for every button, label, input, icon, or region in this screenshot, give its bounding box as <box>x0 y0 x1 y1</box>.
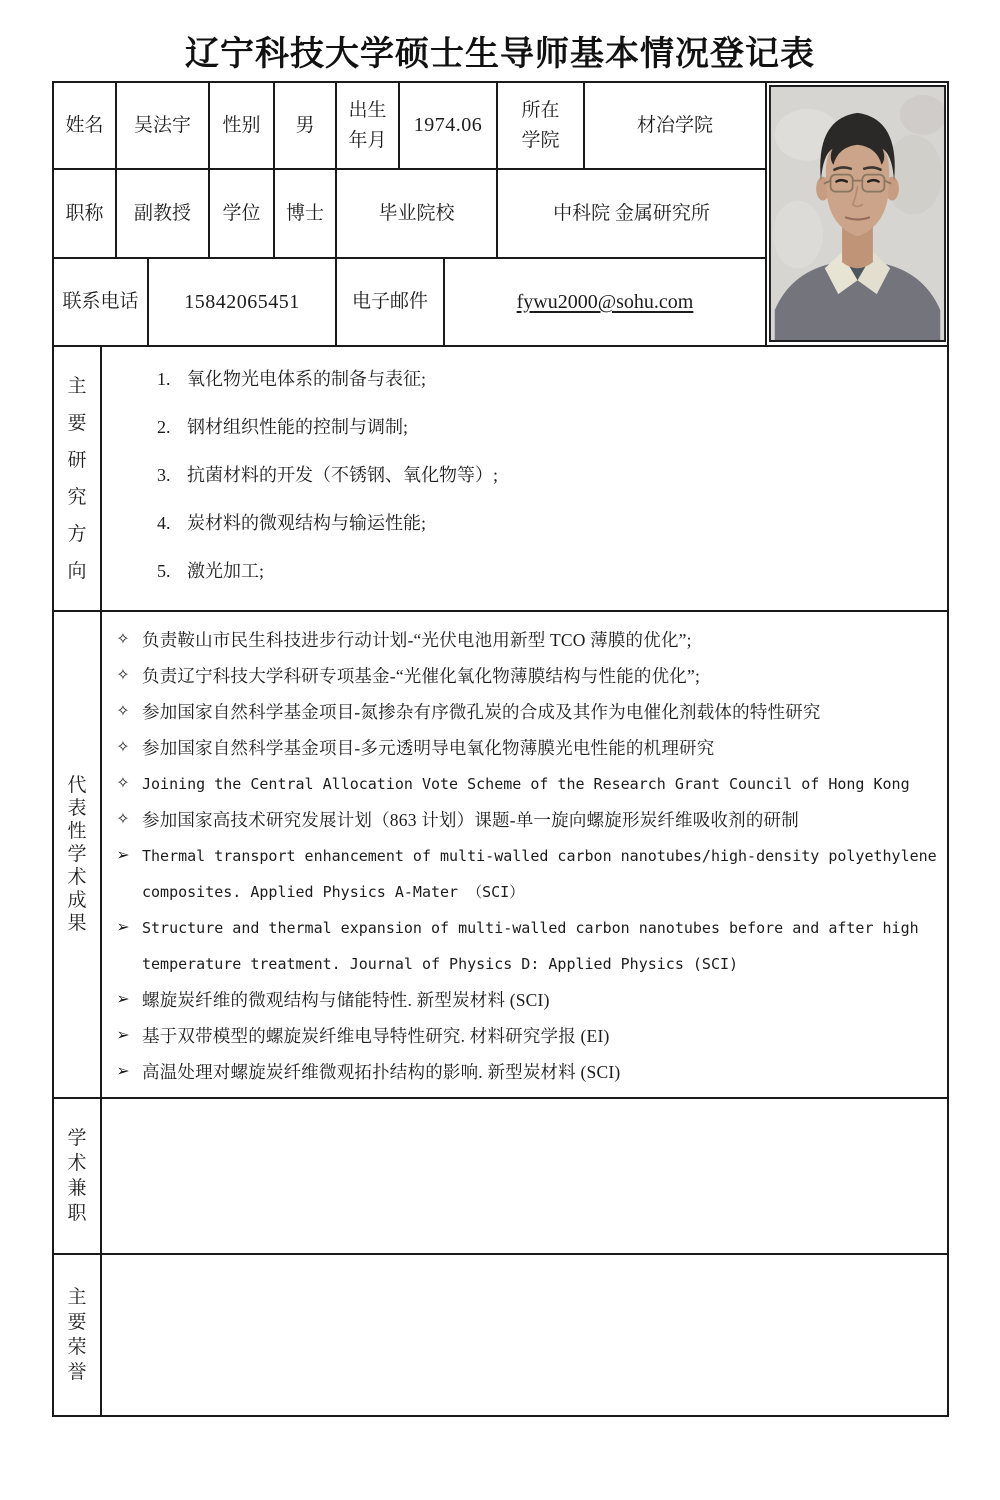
school-label: 毕业院校 <box>337 170 498 257</box>
row-title-degree-school <box>54 170 767 259</box>
achievement-item: ✧ 负责辽宁科技大学科研专项基金-“光催化氧化物薄膜结构与性能的优化”; <box>102 658 939 694</box>
research-directions-header: 主要研究方向 <box>54 347 102 610</box>
college-label: 所在学院 <box>498 83 585 168</box>
section-main-honors <box>54 1255 947 1415</box>
research-list <box>102 347 947 595</box>
academic-positions-header: 学术兼职 <box>54 1099 102 1253</box>
arrow-bullet-icon: ➢ <box>116 1063 130 1080</box>
email-link[interactable]: fywu2000@sohu.com <box>445 259 767 345</box>
diamond-bullet-icon: ✧ <box>116 775 130 792</box>
achievement-item: ✧ 参加国家自然科学基金项目-氮掺杂有序微孔炭的合成及其作为电催化剂载体的特性研究 <box>102 694 939 730</box>
research-item: 3. 抗菌材料的开发（不锈钢、氧化物等）; <box>157 465 498 485</box>
main-honors-header: 主要荣誉 <box>54 1255 102 1415</box>
main-honors-content <box>102 1255 947 1415</box>
achievement-item: ✧ Joining the Central Allocation Vote Scheme of the Research Grant Council of Hong Kong <box>102 766 939 802</box>
academic-achievements-content <box>102 612 947 1097</box>
photo-cell <box>767 83 947 345</box>
name-value: 吴法宇 <box>117 83 210 168</box>
prof-title-value: 副教授 <box>117 170 210 257</box>
achievement-item: ➢ Thermal transport enhancement of multi-walled carbon nanotubes/high-density polyethylene composites. Applied Physics A-Mater （SCI） <box>102 838 939 910</box>
registration-form-table <box>52 81 949 1417</box>
arrow-bullet-icon: ➢ <box>116 1027 130 1044</box>
achievement-item: ➢ 高温处理对螺旋炭纤维微观拓扑结构的影响. 新型炭材料 (SCI) <box>102 1054 939 1090</box>
school-value: 中科院 金属研究所 <box>498 170 767 257</box>
birth-value: 1974.06 <box>400 83 498 168</box>
section-academic-positions <box>54 1099 947 1255</box>
phone-value: 15842065451 <box>149 259 337 345</box>
row-name-gender-birth-college <box>54 83 767 170</box>
achievement-item: ➢ 螺旋炭纤维的微观结构与储能特性. 新型炭材料 (SCI) <box>102 982 939 1018</box>
diamond-bullet-icon: ✧ <box>116 811 130 828</box>
birth-label: 出生年月 <box>337 83 400 168</box>
achievement-item: ✧ 参加国家高技术研究发展计划（863 计划）课题-单一旋向螺旋形炭纤维吸收剂的研制 <box>102 802 939 838</box>
achievements-list <box>102 612 947 1090</box>
academic-positions-content <box>102 1099 947 1253</box>
diamond-bullet-icon: ✧ <box>116 667 130 684</box>
research-item: 1. 氧化物光电体系的制备与表征; <box>157 369 426 389</box>
research-item: 5. 激光加工; <box>157 561 265 581</box>
arrow-bullet-icon: ➢ <box>116 919 130 936</box>
phone-label: 联系电话 <box>54 259 149 345</box>
academic-achievements-header: 代表性学术成果 <box>54 612 102 1097</box>
row-phone-email <box>54 259 767 345</box>
arrow-bullet-icon: ➢ <box>116 991 130 1008</box>
college-value: 材冶学院 <box>585 83 767 168</box>
research-item: 2. 钢材组织性能的控制与调制; <box>157 417 408 437</box>
portrait-photo <box>769 85 946 342</box>
section-research-directions <box>54 347 947 612</box>
arrow-bullet-icon: ➢ <box>116 847 130 864</box>
research-item: 4. 炭材料的微观结构与输运性能; <box>157 513 426 533</box>
research-directions-content <box>102 347 947 610</box>
page-title: 辽宁科技大学硕士生导师基本情况登记表 <box>185 36 815 73</box>
degree-value: 博士 <box>275 170 337 257</box>
degree-label: 学位 <box>210 170 275 257</box>
prof-title-label: 职称 <box>54 170 117 257</box>
achievement-item: ➢ 基于双带模型的螺旋炭纤维电导特性研究. 材料研究学报 (EI) <box>102 1018 939 1054</box>
gender-value: 男 <box>275 83 337 168</box>
email-label: 电子邮件 <box>337 259 445 345</box>
basic-info-grid <box>54 83 767 345</box>
section-academic-achievements <box>54 612 947 1099</box>
achievement-item: ✧ 负责鞍山市民生科技进步行动计划-“光伏电池用新型 TCO 薄膜的优化”; <box>102 622 939 658</box>
diamond-bullet-icon: ✧ <box>116 631 130 648</box>
gender-label: 性别 <box>210 83 275 168</box>
achievement-item: ➢ Structure and thermal expansion of multi-walled carbon nanotubes before and after high temperature treatment. Journal of Physics D: Applied Physics (SCI) <box>102 910 939 982</box>
diamond-bullet-icon: ✧ <box>116 739 130 756</box>
name-label: 姓名 <box>54 83 117 168</box>
achievement-item: ✧ 参加国家自然科学基金项目-多元透明导电氧化物薄膜光电性能的机理研究 <box>102 730 939 766</box>
diamond-bullet-icon: ✧ <box>116 703 130 720</box>
basic-info-block <box>54 83 947 347</box>
